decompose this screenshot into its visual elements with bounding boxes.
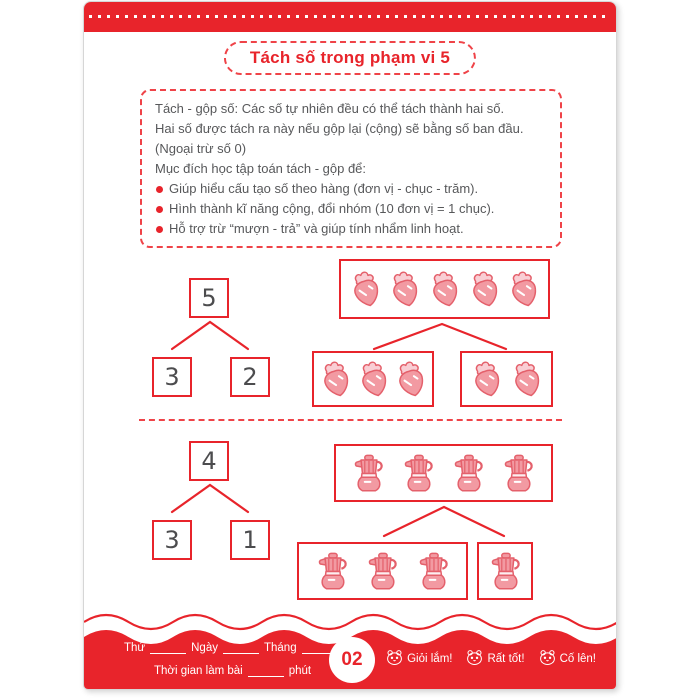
section-divider [139,419,562,421]
badge-label: Cố lên! [559,653,596,665]
strawberry-icon [386,271,423,308]
strawberry-icon [466,271,503,308]
strawberry-icon [355,361,392,398]
page-sheet [83,1,617,690]
badge-great [385,648,452,670]
animal-badge-icon-slot [465,648,484,670]
badge-label: Giỏi lắm! [407,653,453,665]
exercise2-left-number: 3 [152,520,192,560]
bullet-item [155,199,547,219]
minutes-label: phút [288,665,312,677]
date-label: Ngày [191,642,218,654]
bullet-dot-icon [156,226,163,233]
exercise1-branch-lines [169,319,251,352]
bullet-item [155,219,547,239]
exercise1-right-group [460,351,553,407]
exercise2-right-group [477,542,533,600]
strawberry-icon [426,271,463,308]
strawberry-icon [508,361,545,398]
bullet-item [155,179,547,199]
animal-badge-icon [465,648,484,667]
info-line: Mục đích học tập toán tách - gộp để: [155,161,367,176]
exercise2-group-branch-lines [382,504,506,539]
moka-pot-icon [398,453,439,494]
exercise2-right-number: 1 [230,520,270,560]
exercise2-whole-group [334,444,553,502]
dotted-border-line [89,15,611,18]
info-line: (Ngoại trừ số 0) [155,141,247,156]
moka-pot-icon [485,551,526,592]
exercise1-left-number: 3 [152,357,192,397]
info-line: Tách - gộp số: Các số tự nhiên đều có thể tách thành hai số. [155,101,505,116]
duration-blank-line [248,666,284,677]
praise-badges [385,648,596,670]
lesson-info-box [140,89,562,248]
exercise2-whole-number: 4 [189,441,229,481]
moka-pot-icon [312,551,353,592]
strawberry-icon [317,361,354,398]
bullet-text: Giúp hiểu cấu tạo số theo hàng (đơn vị - chục - trăm). [169,181,479,196]
badge-very-good [465,648,524,670]
page-title: Tách số trong phạm vi 5 [224,41,476,75]
animal-badge-icon [385,648,404,667]
bullet-dot-icon [156,206,163,213]
moka-pot-icon [498,453,539,494]
date-blank-line [223,643,259,654]
date-fill-line [124,642,338,654]
animal-badge-icon [538,648,557,667]
exercise1-whole-group [339,259,550,319]
exercise2-branch-lines [169,482,251,515]
top-red-band [84,2,616,32]
exercise2-left-group [297,542,468,600]
moka-pot-icon [348,453,389,494]
bullet-text: Hình thành kĩ năng cộng, đổi nhóm (10 đơn vị = 1 chục). [169,201,495,216]
month-label: Tháng [263,642,297,654]
exercise1-left-group [312,351,434,407]
moka-pot-icon [362,551,403,592]
strawberry-icon [392,361,429,398]
day-blank-line [150,643,186,654]
exercise1-whole-number: 5 [189,278,229,318]
moka-pot-icon [448,453,489,494]
duration-fill-line [154,665,311,677]
moka-pot-icon [413,551,454,592]
bullet-text: Hỗ trợ trừ “mượn - trả” và giúp tính nhẩm linh hoạt. [169,221,464,236]
bullet-dot-icon [156,186,163,193]
strawberry-icon [505,271,542,308]
strawberry-icon [347,271,384,308]
page-number-badge: 02 [329,637,375,683]
badge-keep-going [538,648,596,670]
info-line: Hai số được tách ra này nếu gộp lại (cộng) sẽ bằng số ban đầu. [155,121,524,136]
duration-label: Thời gian làm bài [154,665,243,677]
animal-badge-icon-slot [385,648,404,670]
strawberry-icon [468,361,505,398]
exercise1-group-branch-lines [372,321,508,352]
animal-badge-icon-slot [538,648,557,670]
day-label: Thứ [124,642,146,654]
badge-label: Rất tốt! [487,653,525,665]
exercise1-right-number: 2 [230,357,270,397]
